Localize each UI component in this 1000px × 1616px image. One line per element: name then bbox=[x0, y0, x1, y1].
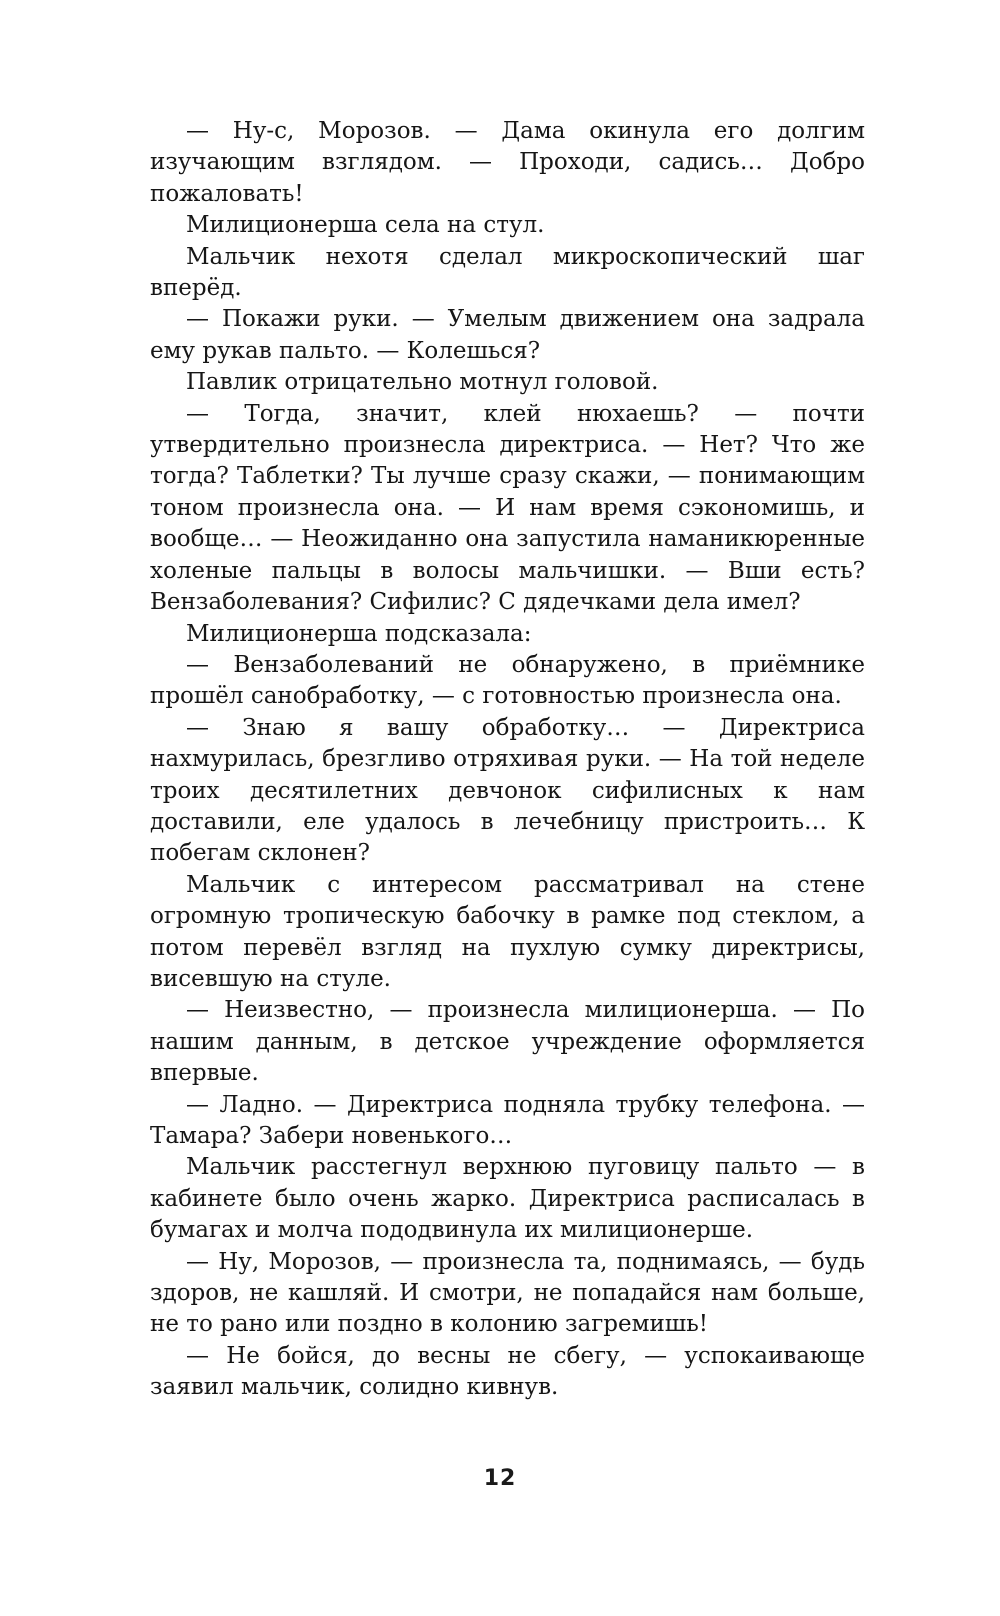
paragraph: — Вензаболеваний не обнаружено, в приёмнике прошёл санобработку, — с готовностью произнесла она. bbox=[150, 651, 865, 710]
paragraph: — Не бойся, до весны не сбегу, — успокаивающе заявил мальчик, солидно кивнув. bbox=[150, 1342, 865, 1401]
paragraph: — Ладно. — Директриса подняла трубку телефона. — Тамара? Забери новенького… bbox=[150, 1091, 865, 1149]
paragraph: — Ну, Морозов, — произнесла та, поднимаясь, — будь здоров, не кашляй. И смотри, не попадайся нам больше, не то рано или поздно в колонию загремишь! bbox=[150, 1248, 865, 1338]
paragraph: Милиционерша подсказала: bbox=[186, 620, 532, 647]
paragraph: — Ну-с, Морозов. — Дама окинула его долгим изучающим взглядом. — Проходи, садись… Добро пожаловать! bbox=[150, 118, 865, 207]
paragraph: — Покажи руки. — Умелым движением она задрала ему рукав пальто. — Колешься? bbox=[150, 306, 865, 364]
paragraph: Мальчик с интересом рассматривал на стене огромную тропическую бабочку в рамке под стеклом, а потом перевёл взгляд на пухлую сумку директрисы, висевшую на стуле. bbox=[150, 871, 865, 992]
page-number: 12 bbox=[483, 1466, 517, 1491]
paragraph: Мальчик нехотя сделал микроскопический шаг вперёд. bbox=[150, 243, 865, 302]
paragraph: — Неизвестно, — произнесла милиционерша. — По нашим данным, в детское учреждение оформляется впервые. bbox=[150, 997, 865, 1087]
paragraph: — Знаю я вашу обработку… — Директриса нахмурилась, брезгливо отряхивая руки. — На той неделе троих десятилетних девчонок сифилисных к нам доставили, еле удалось в лечебницу пристроить… К побегам склонен? bbox=[150, 714, 865, 867]
paragraph: Милиционерша села на стул. bbox=[186, 212, 545, 239]
paragraph: Мальчик расстегнул верхнюю пуговицу пальто — в кабинете было очень жарко. Директриса расписалась в бумагах и молча пододвинула их милиционерше. bbox=[150, 1154, 865, 1244]
paragraph: — Тогда, значит, клей нюхаешь? — почти утвердительно произнесла директриса. — Нет? Что же тогда? Таблетки? Ты лучше сразу скажи, — понимающим тоном произнесла она. — И нам время сэкономишь, и вообще… — Неожиданно она запустила наманикюренные холеные пальцы в волосы мальчишки. — Вши есть? Вензаболевания? Сифилис? С дядечками дела имел? bbox=[150, 400, 865, 616]
paragraph: Павлик отрицательно мотнул головой. bbox=[186, 369, 659, 396]
page-body bbox=[150, 116, 865, 1404]
